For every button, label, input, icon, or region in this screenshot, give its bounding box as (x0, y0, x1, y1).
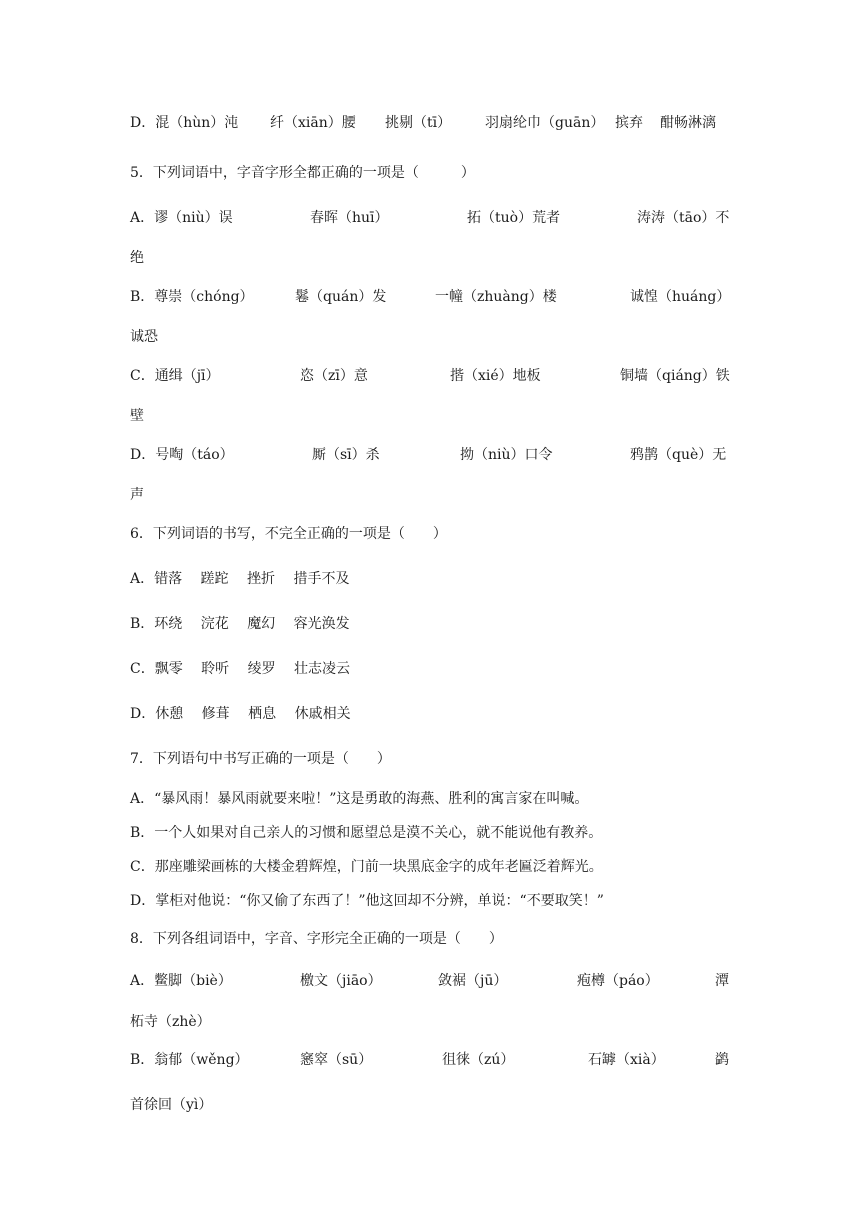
text-segment: A．错落 蹉跎 挫折 措手不及 (130, 571, 350, 587)
text-line-q7a (130, 789, 730, 809)
text-segment: 5．下列词语中，字音字形全都正确的一项是（ ） (130, 165, 475, 181)
text-segment: 鹢 (715, 1052, 729, 1068)
text-segment: 敛裾（jū） (438, 973, 508, 989)
text-line-q6a (130, 569, 730, 589)
text-segment: D．混（hùn）沌 (130, 115, 239, 131)
text-segment: D．号啕（táo） (130, 447, 234, 463)
text-segment: 诚恐 (130, 329, 158, 345)
text-line-q6 (130, 524, 730, 544)
text-line-q7b (130, 823, 730, 843)
text-line-q5a (130, 208, 730, 228)
text-segment: 8．下列各组词语中，字音、字形完全正确的一项是（ ） (130, 931, 503, 947)
text-segment: C．通缉（jī） (130, 368, 220, 384)
text-segment: A．谬（niù）误 (130, 210, 233, 226)
text-line-q6c (130, 659, 730, 679)
text-line-q5a2 (130, 248, 730, 268)
text-segment: A．鳖脚（biè） (130, 973, 232, 989)
text-segment: D．掌柜对他说：“你又偷了东西了！”他这回却不分辨，单说：“不要取笑！” (130, 893, 604, 909)
text-segment: 厮（sī）杀 (312, 447, 380, 463)
text-line-q5d2 (130, 485, 730, 505)
text-segment: 檄文（jiāo） (300, 973, 382, 989)
text-segment: 窸窣（sū） (300, 1052, 373, 1068)
text-line-q5c (130, 366, 730, 386)
text-segment: 诚惶（huáng） (630, 289, 731, 305)
text-segment: 徂徕（zú） (442, 1052, 515, 1068)
text-segment: 拗（niù）口令 (460, 447, 553, 463)
text-segment: 揩（xié）地板 (450, 368, 541, 384)
text-segment: 恣（zī）意 (300, 368, 368, 384)
text-line-q5c2 (130, 406, 730, 426)
text-segment: B．环绕 浣花 魔幻 容光涣发 (130, 616, 350, 632)
text-segment: 潭 (715, 973, 729, 989)
text-segment: C．飘零 聆听 绫罗 壮志凌云 (130, 661, 351, 677)
text-line-q8b2 (130, 1095, 730, 1115)
text-line-q7 (130, 749, 730, 769)
text-segment: 壁 (130, 408, 144, 424)
text-segment: C．那座雕梁画栋的大楼金碧辉煌，门前一块黑底金字的成年老匾泛着辉光。 (130, 859, 603, 875)
text-line-q6d (130, 704, 730, 724)
text-segment: 拓（tuò）荒者 (467, 210, 561, 226)
text-segment: 涛涛（tāo）不 (637, 210, 730, 226)
text-segment: B．一个人如果对自己亲人的习惯和愿望总是漠不关心，就不能说他有教养。 (130, 825, 603, 841)
text-segment: 摈弃 (615, 115, 643, 131)
text-segment: 首徐回（yì） (130, 1097, 213, 1113)
text-line-q4d (130, 113, 730, 133)
text-segment: 石罅（xià） (588, 1052, 665, 1068)
text-segment: 6．下列词语的书写，不完全正确的一项是（ ） (130, 526, 447, 542)
text-line-q8a2 (130, 1012, 730, 1032)
text-segment: 挑剔（tī） (385, 115, 452, 131)
text-line-q8a (130, 971, 730, 991)
text-segment: 鸦鹊（què）无 (630, 447, 727, 463)
text-line-q7d (130, 891, 730, 911)
text-line-q5b2 (130, 327, 730, 347)
text-segment: 酣畅淋漓 (660, 115, 716, 131)
text-line-q8 (130, 929, 730, 949)
text-segment: 春晖（huī） (310, 210, 389, 226)
text-line-q5d (130, 445, 730, 465)
text-segment: 铜墙（qiáng）铁 (620, 368, 730, 384)
text-segment: 鬈（quán）发 (295, 289, 387, 305)
text-segment: 绝 (130, 250, 144, 266)
text-segment: B．翁郁（wěng） (130, 1052, 249, 1068)
text-segment: 一幢（zhuàng）楼 (435, 289, 557, 305)
text-line-q8b (130, 1050, 730, 1070)
text-segment: A．“暴风雨！暴风雨就要来啦！”这是勇敢的海燕、胜利的寓言家在叫喊。 (130, 791, 589, 807)
text-segment: B．尊崇（chóng） (130, 289, 254, 305)
text-segment: 羽扇纶巾（guān） (485, 115, 605, 131)
text-line-q7c (130, 857, 730, 877)
text-line-q5 (130, 163, 730, 183)
text-line-q5b (130, 287, 730, 307)
text-segment: 7．下列语句中书写正确的一项是（ ） (130, 751, 391, 767)
text-segment: 柘寺（zhè） (130, 1014, 211, 1030)
text-segment: 声 (130, 487, 144, 503)
text-line-q6b (130, 614, 730, 634)
text-segment: D．休憩 修葺 栖息 休戚相关 (130, 706, 351, 722)
text-segment: 纤（xiān）腰 (270, 115, 356, 131)
text-segment: 疱樽（páo） (577, 973, 659, 989)
